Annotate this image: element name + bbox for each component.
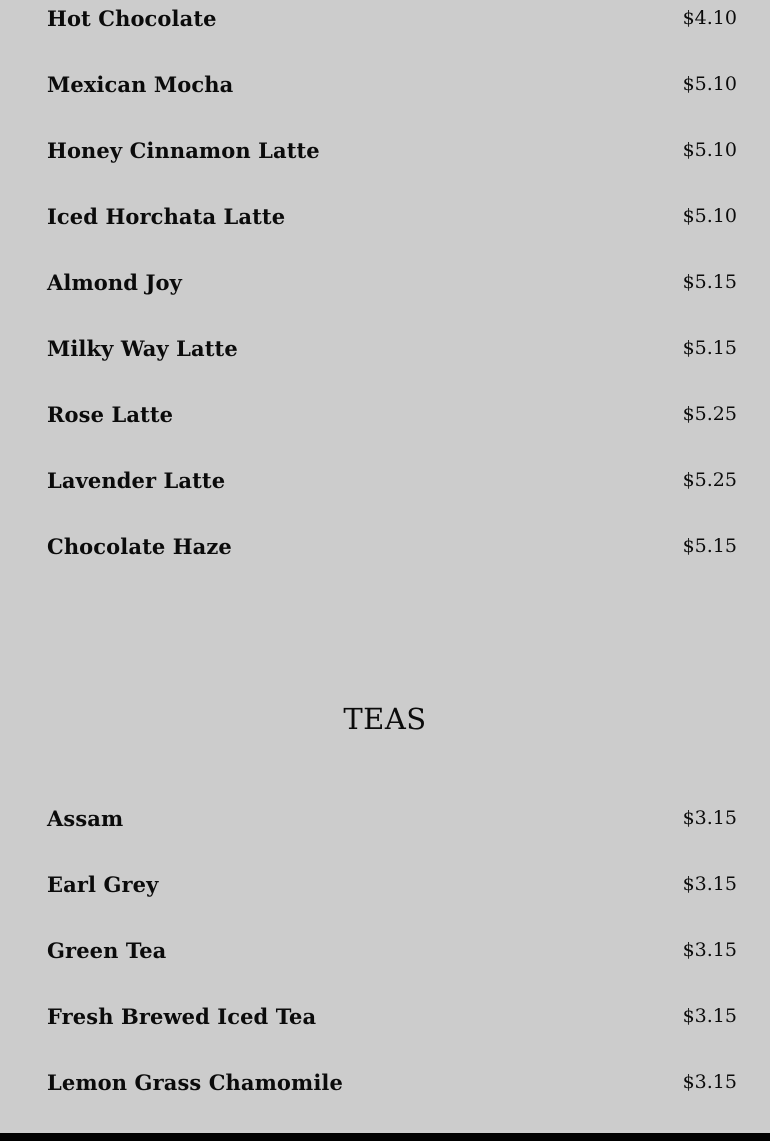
menu-item — [47, 69, 737, 99]
menu-item-name: Hot Chocolate — [47, 5, 217, 31]
menu-item — [47, 201, 737, 231]
menu-item-name: Rose Latte — [47, 401, 174, 427]
menu-item — [47, 869, 737, 899]
menu-item-name: Assam — [47, 805, 124, 831]
menu-item-name: Honey Cinnamon Latte — [47, 137, 320, 163]
menu-item-price: $3.15 — [682, 1071, 737, 1093]
menu-item-price: $3.15 — [682, 873, 737, 895]
menu-item — [47, 135, 737, 165]
menu-item — [47, 267, 737, 297]
menu-item-price: $3.15 — [682, 1005, 737, 1027]
menu-item — [47, 803, 737, 833]
menu-item-price: $5.15 — [682, 337, 737, 359]
menu-item-name: Almond Joy — [47, 269, 182, 295]
menu-item-name: Iced Horchata Latte — [47, 203, 286, 229]
menu-item-price: $5.25 — [682, 403, 737, 425]
menu-item-name: Earl Grey — [47, 871, 159, 897]
menu-item — [47, 399, 737, 429]
menu-item-price: $5.10 — [682, 139, 737, 161]
menu-item-price: $5.15 — [682, 271, 737, 293]
menu-item-price: $5.25 — [682, 469, 737, 491]
menu-item-price: $5.10 — [682, 73, 737, 95]
menu-item-price: $4.10 — [682, 7, 737, 29]
menu-item-name: Lemon Grass Chamomile — [47, 1069, 343, 1095]
menu-item-name: Mexican Mocha — [47, 71, 234, 97]
menu-item — [47, 531, 737, 561]
menu-item — [47, 935, 737, 965]
menu-item-name: Fresh Brewed Iced Tea — [47, 1003, 317, 1029]
menu-item — [47, 333, 737, 363]
menu-item-name: Milky Way Latte — [47, 335, 238, 361]
menu-item-name: Lavender Latte — [47, 467, 226, 493]
section-title-teas: TEAS — [343, 702, 427, 736]
menu-item — [47, 465, 737, 495]
menu-item-price: $3.15 — [682, 939, 737, 961]
menu-item-price: $5.15 — [682, 535, 737, 557]
menu-item-name: Green Tea — [47, 937, 167, 963]
bottom-edge-bar — [0, 1133, 770, 1141]
menu-item-price: $3.15 — [682, 807, 737, 829]
menu-item — [47, 1067, 737, 1097]
menu-item-price: $5.10 — [682, 205, 737, 227]
menu-item-name: Chocolate Haze — [47, 533, 232, 559]
menu-item — [47, 3, 737, 33]
menu-item — [47, 1001, 737, 1031]
